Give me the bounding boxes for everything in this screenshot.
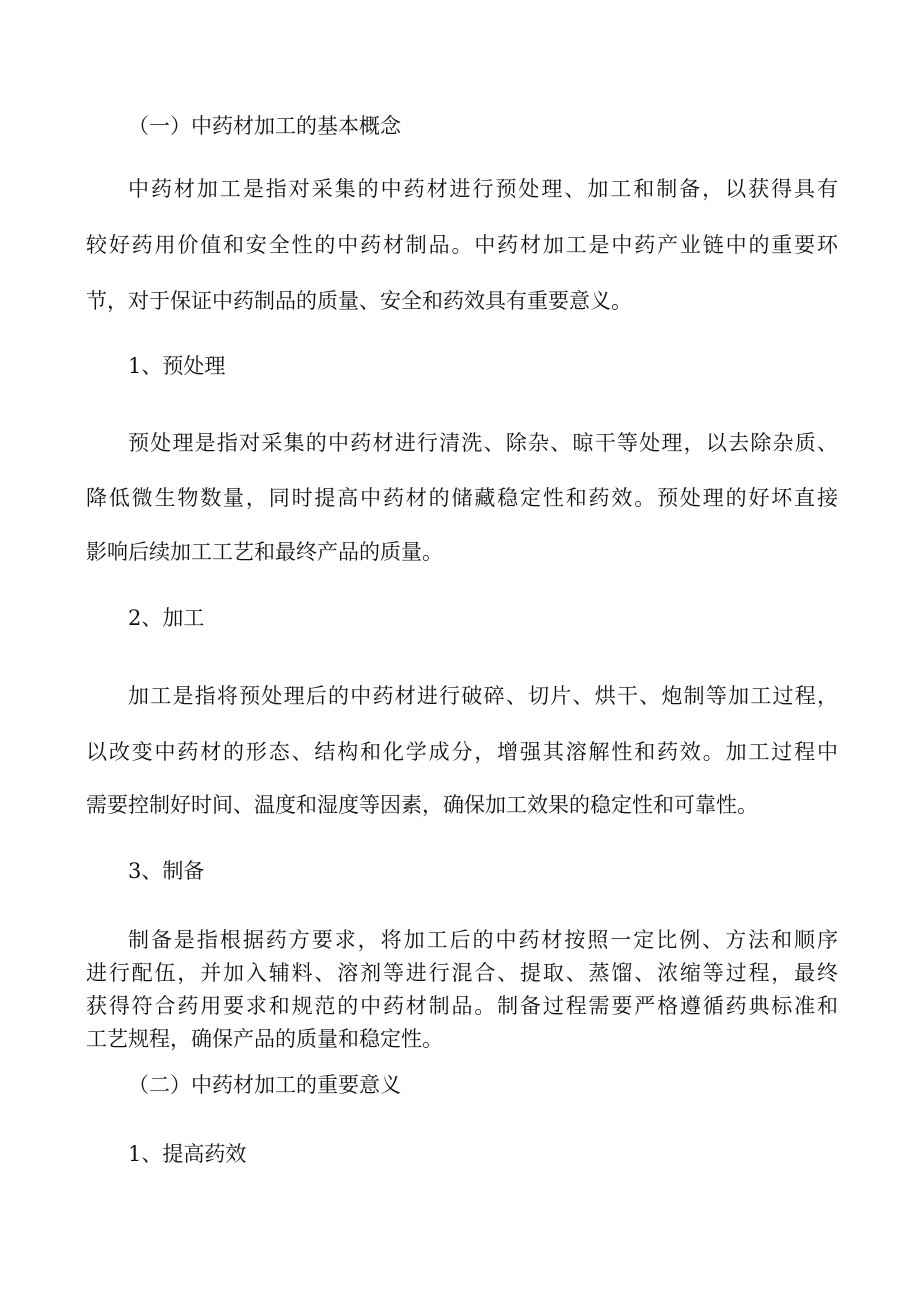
paragraph-line: 预处理是指对采集的中药材进行清洗、除杂、晾干等处理，以去除杂质、 bbox=[128, 431, 838, 455]
subheading-processing: 2、加工 bbox=[128, 606, 205, 630]
subheading-preparation: 3、制备 bbox=[128, 859, 205, 883]
paragraph-line: 较好药用价值和安全性的中药材制品。中药材加工是中药产业链中的重要环 bbox=[86, 233, 838, 257]
paragraph-line: 加工是指将预处理后的中药材进行破碎、切片、烘干、炮制等加工过程， bbox=[128, 684, 838, 708]
subheading-preprocessing: 1、预处理 bbox=[128, 354, 226, 378]
paragraph-line: 工艺规程，确保产品的质量和稳定性。 bbox=[86, 1027, 443, 1051]
paragraph-line: 获得符合药用要求和规范的中药材制品。制备过程需要严格遵循药典标准和 bbox=[86, 994, 838, 1018]
paragraph-line: 进行配伍，并加入辅料、溶剂等进行混合、提取、蒸馏、浓缩等过程，最终 bbox=[86, 961, 838, 985]
paragraph-line: 需要控制好时间、温度和湿度等因素，确保加工效果的稳定性和可靠性。 bbox=[86, 793, 758, 817]
paragraph-line: 以改变中药材的形态、结构和化学成分，增强其溶解性和药效。加工过程中 bbox=[86, 740, 838, 764]
section-heading-2: （二）中药材加工的重要意义 bbox=[128, 1073, 401, 1097]
subheading-improve-efficacy: 1、提高药效 bbox=[128, 1142, 247, 1166]
paragraph-line: 降低微生物数量，同时提高中药材的储藏稳定性和药效。预处理的好坏直接 bbox=[86, 486, 838, 510]
paragraph-line: 制备是指根据药方要求，将加工后的中药材按照一定比例、方法和顺序 bbox=[128, 928, 838, 952]
paragraph-line: 节，对于保证中药制品的质量、安全和药效具有重要意义。 bbox=[86, 289, 632, 313]
paragraph-line: 中药材加工是指对采集的中药材进行预处理、加工和制备，以获得具有 bbox=[128, 177, 838, 201]
paragraph-line: 影响后续加工工艺和最终产品的质量。 bbox=[86, 540, 443, 564]
section-heading-1: （一）中药材加工的基本概念 bbox=[128, 114, 401, 138]
